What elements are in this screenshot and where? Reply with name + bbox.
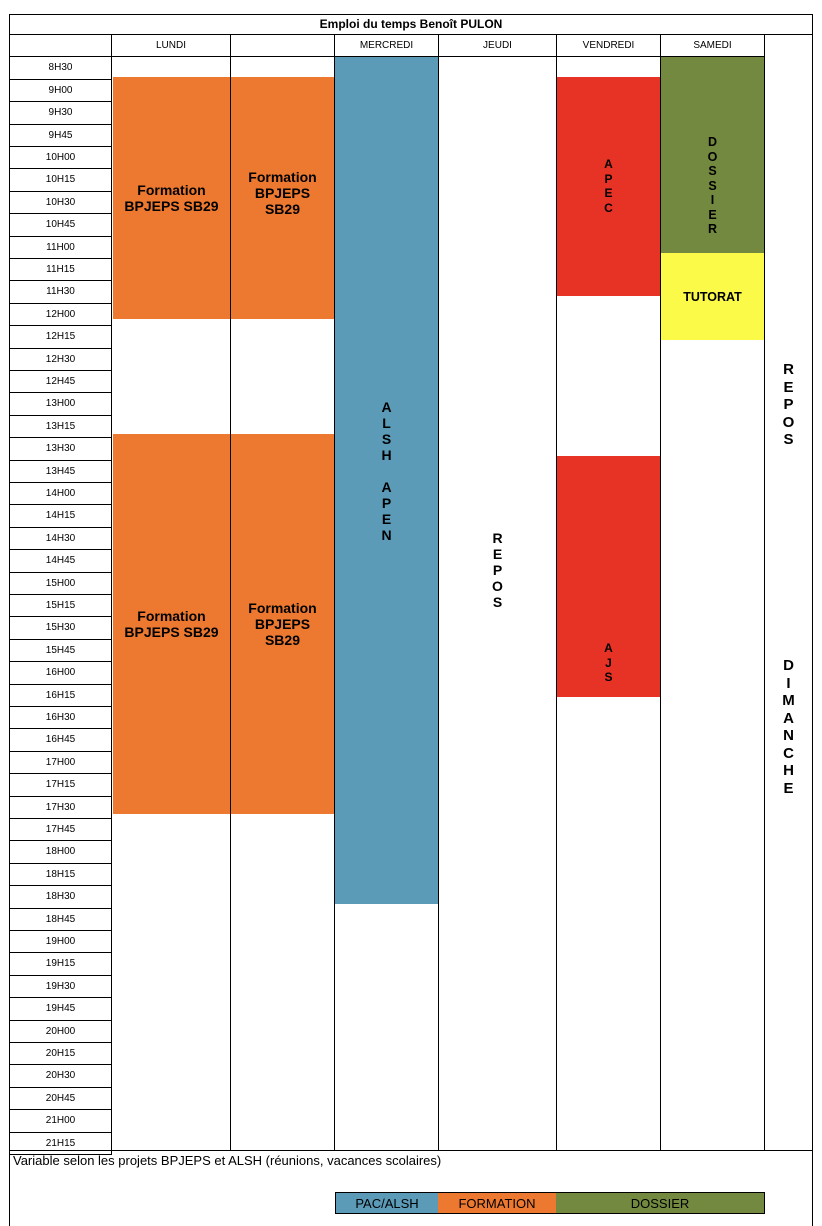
time-slot: 20H00: [9, 1020, 112, 1043]
time-slot: 17H30: [9, 796, 112, 819]
time-slot: 14H00: [9, 483, 112, 506]
time-slot: 15H00: [9, 572, 112, 595]
formation-lundi-am-2: Formation BPJEPS SB29: [231, 77, 334, 319]
dossier-label: D O S S I E R: [707, 135, 718, 236]
column-divider: [812, 14, 813, 1151]
apec-label: A P E C: [604, 157, 613, 215]
time-slot: 19H30: [9, 975, 112, 998]
formation-lundi-am: Formation BPJEPS SB29: [113, 77, 230, 319]
time-slot: 18H45: [9, 908, 112, 931]
right-border: [812, 1150, 813, 1226]
header-samedi: SAMEDI: [661, 35, 765, 57]
time-slot: 16H30: [9, 707, 112, 730]
time-slot: 19H00: [9, 931, 112, 954]
tutorat-block: TUTORAT: [661, 253, 764, 340]
note-text: Variable selon les projets BPJEPS et ALSH (réunions, vacances scolaires): [13, 1153, 442, 1168]
dimanche-label: D I M A N C H E: [782, 657, 795, 797]
header-jeudi: JEUDI: [439, 35, 557, 57]
time-slot: 20H45: [9, 1087, 112, 1110]
time-slot: 10H30: [9, 191, 112, 214]
formation-lundi-pm: Formation BPJEPS SB29: [113, 434, 230, 814]
page-title: Emploi du temps Benoît PULON: [9, 14, 813, 35]
time-slot: 16H45: [9, 729, 112, 752]
time-slot: 16H15: [9, 684, 112, 707]
time-slot: 17H00: [9, 751, 112, 774]
time-slot: 20H15: [9, 1043, 112, 1066]
time-slot: 21H15: [9, 1132, 112, 1155]
time-slot: 12H45: [9, 371, 112, 394]
time-slot: 14H15: [9, 505, 112, 528]
ajs-block: [557, 456, 660, 697]
header-lundi: LUNDI: [112, 35, 231, 57]
dossier-block: [661, 57, 764, 253]
time-slot: 15H15: [9, 595, 112, 618]
time-slot: 14H30: [9, 527, 112, 550]
header-mercredi: MERCREDI: [335, 35, 439, 57]
alsh-apen-block: [335, 57, 438, 904]
time-slot: 18H00: [9, 841, 112, 864]
time-slot: 12H30: [9, 348, 112, 371]
time-slot: 15H30: [9, 617, 112, 640]
alsh-apen-label: A L S H A P E N: [381, 399, 392, 543]
time-slot: 20H30: [9, 1065, 112, 1088]
ajs-label: A J S: [604, 641, 613, 684]
dimanche-repos-label: R E P O S: [782, 361, 795, 448]
time-slot: 8H30: [9, 57, 112, 80]
table-bottom-line: [9, 1150, 813, 1151]
legend-pac-alsh: PAC/ALSH: [335, 1192, 439, 1214]
header-corner: [9, 35, 112, 57]
time-slot: 10H00: [9, 147, 112, 170]
time-slot: 10H15: [9, 169, 112, 192]
time-slot: 17H45: [9, 819, 112, 842]
time-slot: 13H30: [9, 438, 112, 461]
left-border: [9, 1150, 10, 1226]
time-slot: 11H00: [9, 236, 112, 259]
time-slot: 9H30: [9, 102, 112, 125]
time-slot: 12H00: [9, 303, 112, 326]
time-slot: 11H15: [9, 259, 112, 282]
time-slot: 17H15: [9, 774, 112, 797]
formation-lundi-pm-2: Formation BPJEPS SB29: [231, 434, 334, 814]
legend-formation: FORMATION: [438, 1192, 557, 1214]
apec-block: [557, 77, 660, 296]
time-slot: 13H00: [9, 393, 112, 416]
time-slot: 19H45: [9, 998, 112, 1021]
time-slot: 18H15: [9, 863, 112, 886]
time-slot: 21H00: [9, 1110, 112, 1133]
time-slot: 13H45: [9, 460, 112, 483]
time-slot: 18H30: [9, 886, 112, 909]
header-dimanche: [765, 35, 813, 57]
legend-dossier: DOSSIER: [556, 1192, 765, 1214]
time-slot: 14H45: [9, 550, 112, 573]
time-slot: 13H15: [9, 415, 112, 438]
header-lundi-2: [231, 35, 335, 57]
column-divider: [764, 35, 765, 1151]
time-slot: 9H45: [9, 124, 112, 147]
time-slot: 9H00: [9, 79, 112, 102]
header-vendredi: VENDREDI: [557, 35, 661, 57]
time-slot: 10H45: [9, 214, 112, 237]
time-slot: 15H45: [9, 639, 112, 662]
time-slot: 12H15: [9, 326, 112, 349]
time-slot: 11H30: [9, 281, 112, 304]
time-slot: 19H15: [9, 953, 112, 976]
time-slot: 16H00: [9, 662, 112, 685]
jeudi-repos-label: R E P O S: [492, 530, 503, 610]
